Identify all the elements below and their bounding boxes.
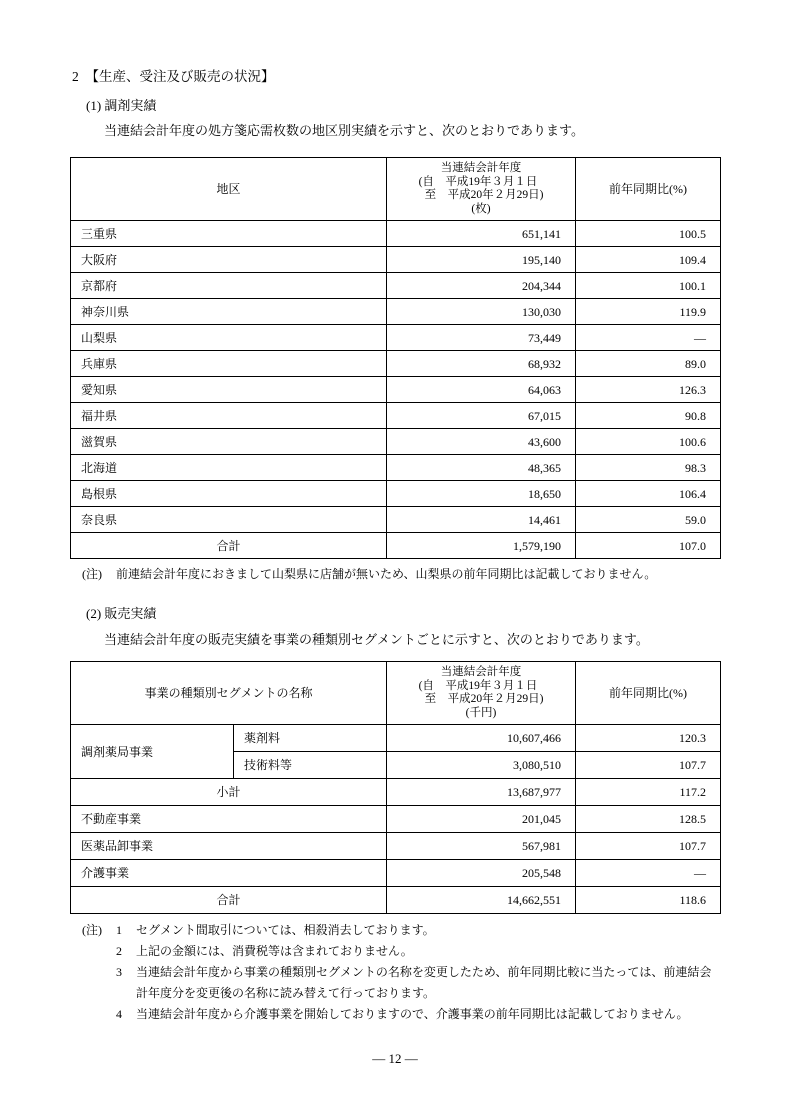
region-name-cell: 島根県 [71,481,387,507]
period-from: (自 平成19年３月１日 [418,175,538,188]
sales-value-cell: 567,981 [387,833,576,860]
region-row [71,429,721,455]
region-table-body [71,221,721,533]
sales-value-cell: 10,607,466 [387,725,576,752]
sales-value-cell: 205,548 [387,860,576,887]
subtotal-row [71,779,721,806]
segment-row [71,833,721,860]
note-text: セグメント間取引については、相殺消去しております。 [136,923,435,937]
column-header-segment: 事業の種類別セグメントの名称 [71,662,387,725]
section1-intro: 当連結会計年度の処方箋応需枚数の地区別実績を示すと、次のとおりであります。 [104,123,584,138]
region-name-cell: 神奈川県 [71,299,387,325]
note-item [82,1004,720,1025]
table-header-row [71,158,721,221]
yoy-cell: 120.3 [576,725,721,752]
subtotal-value-cell: 13,687,977 [387,779,576,806]
segment-name-cell: 不動産事業 [71,806,387,833]
subtotal-label-cell: 小計 [71,779,387,806]
region-row [71,455,721,481]
yoy-cell: 128.5 [576,806,721,833]
segment-total-row [71,887,721,914]
yoy-cell: 126.3 [576,377,721,403]
region-name-cell: 愛知県 [71,377,387,403]
sales-value-cell: 3,080,510 [387,752,576,779]
region-name-cell: 奈良県 [71,507,387,533]
prescription-count-cell: 14,461 [387,507,576,533]
segment-row [71,725,721,752]
region-total-row [71,533,721,559]
note-number: 2 [116,944,122,958]
period-unit: (千円) [465,706,497,719]
note-number: 3 [116,965,122,979]
yoy-cell: ― [576,325,721,351]
note-label [82,941,116,962]
note-number: 1 [116,923,122,937]
prescription-count-cell: 64,063 [387,377,576,403]
note-label [82,1004,116,1025]
note-text: 前連結会計年度におきまして山梨県に店舗が無いため、山梨県の前年同期比は記載しておりません。 [116,567,657,581]
prescription-count-cell: 195,140 [387,247,576,273]
region-row [71,351,721,377]
prescription-count-cell: 73,449 [387,325,576,351]
column-header-region: 地区 [71,158,387,221]
region-name-cell: 大阪府 [71,247,387,273]
yoy-cell: 100.6 [576,429,721,455]
region-row [71,377,721,403]
section1-heading: (1) 調剤実績 [86,98,157,113]
table-header-row [71,662,721,725]
region-name-cell: 山梨県 [71,325,387,351]
total-label-cell: 合計 [71,533,387,559]
region-name-cell: 北海道 [71,455,387,481]
yoy-cell: 100.1 [576,273,721,299]
section1-note [82,566,720,583]
note-label [82,962,116,1004]
subtotal-yoy-cell: 117.2 [576,779,721,806]
prescription-count-cell: 67,015 [387,403,576,429]
yoy-cell: ― [576,860,721,887]
region-name-cell: 滋賀県 [71,429,387,455]
period-to: 至 平成20年２月29日) [424,189,544,201]
region-name-cell: 三重県 [71,221,387,247]
note-number: 4 [116,1007,122,1021]
note-text: 上記の金額には、消費税等は含まれておりません。 [136,944,413,958]
region-row [71,403,721,429]
note-item [82,920,720,941]
total-value-cell: 1,579,190 [387,533,576,559]
page-title: 2 【生産、受注及び販売の状況】 [72,69,275,84]
total-yoy-cell: 107.0 [576,533,721,559]
total-yoy-cell: 118.6 [576,887,721,914]
column-header-period [387,158,576,221]
segment-row [71,860,721,887]
segment-name-cell: 医薬品卸事業 [71,833,387,860]
prescription-count-cell: 48,365 [387,455,576,481]
column-header-yoy: 前年同期比(%) [576,662,721,725]
note-text: 当連結会計年度から事業の種類別セグメントの名称を変更したため、前年同期比較に当たっては、前連結会計年度分を変更後の名称に読み替えて行っております。 [136,965,712,1000]
period-range [419,176,544,203]
note-label: (注) [82,923,102,937]
segment-row [71,806,721,833]
prescription-count-cell: 204,344 [387,273,576,299]
yoy-cell: 107.7 [576,833,721,860]
period-from: (自 平成19年３月１日 [418,679,538,692]
note-item [82,962,720,1004]
region-row [71,247,721,273]
page-number: ― 12 ― [372,1051,418,1066]
segment-group-cell: 調剤薬局事業 [71,725,234,779]
region-row [71,507,721,533]
prescription-count-cell: 43,600 [387,429,576,455]
segment-sub-cell: 技術料等 [234,752,387,779]
period-title: 当連結会計年度 [440,162,522,174]
yoy-cell: 107.7 [576,752,721,779]
yoy-cell: 106.4 [576,481,721,507]
prescription-count-cell: 651,141 [387,221,576,247]
yoy-cell: 90.8 [576,403,721,429]
column-header-period [387,662,576,725]
region-row [71,299,721,325]
prescription-count-cell: 18,650 [387,481,576,507]
region-row [71,221,721,247]
period-unit: (枚) [471,202,491,215]
yoy-cell: 100.5 [576,221,721,247]
yoy-cell: 89.0 [576,351,721,377]
section2-heading: (2) 販売実績 [86,606,157,621]
period-to: 至 平成20年２月29日) [424,693,544,705]
total-value-cell: 14,662,551 [387,887,576,914]
sales-by-segment-table [70,661,721,914]
section2-intro: 当連結会計年度の販売実績を事業の種類別セグメントごとに示すと、次のとおりであります。 [104,632,649,647]
region-row [71,325,721,351]
yoy-cell: 59.0 [576,507,721,533]
yoy-cell: 109.4 [576,247,721,273]
region-name-cell: 京都府 [71,273,387,299]
prescription-count-cell: 130,030 [387,299,576,325]
region-row [71,481,721,507]
yoy-cell: 119.9 [576,299,721,325]
note-label: (注) [82,567,102,581]
period-range [419,680,544,707]
region-name-cell: 兵庫県 [71,351,387,377]
segment-name-cell: 介護事業 [71,860,387,887]
segment-sub-cell: 薬剤料 [234,725,387,752]
note-item [82,941,720,962]
period-title: 当連結会計年度 [440,666,522,678]
total-label-cell: 合計 [71,887,387,914]
column-header-yoy: 前年同期比(%) [576,158,721,221]
sales-value-cell: 201,045 [387,806,576,833]
region-row [71,273,721,299]
yoy-cell: 98.3 [576,455,721,481]
prescription-by-region-table [70,157,721,559]
prescription-count-cell: 68,932 [387,351,576,377]
region-name-cell: 福井県 [71,403,387,429]
section2-notes [82,920,720,1025]
note-text: 当連結会計年度から介護事業を開始しておりますので、介護事業の前年同期比は記載しておりません。 [136,1007,689,1021]
